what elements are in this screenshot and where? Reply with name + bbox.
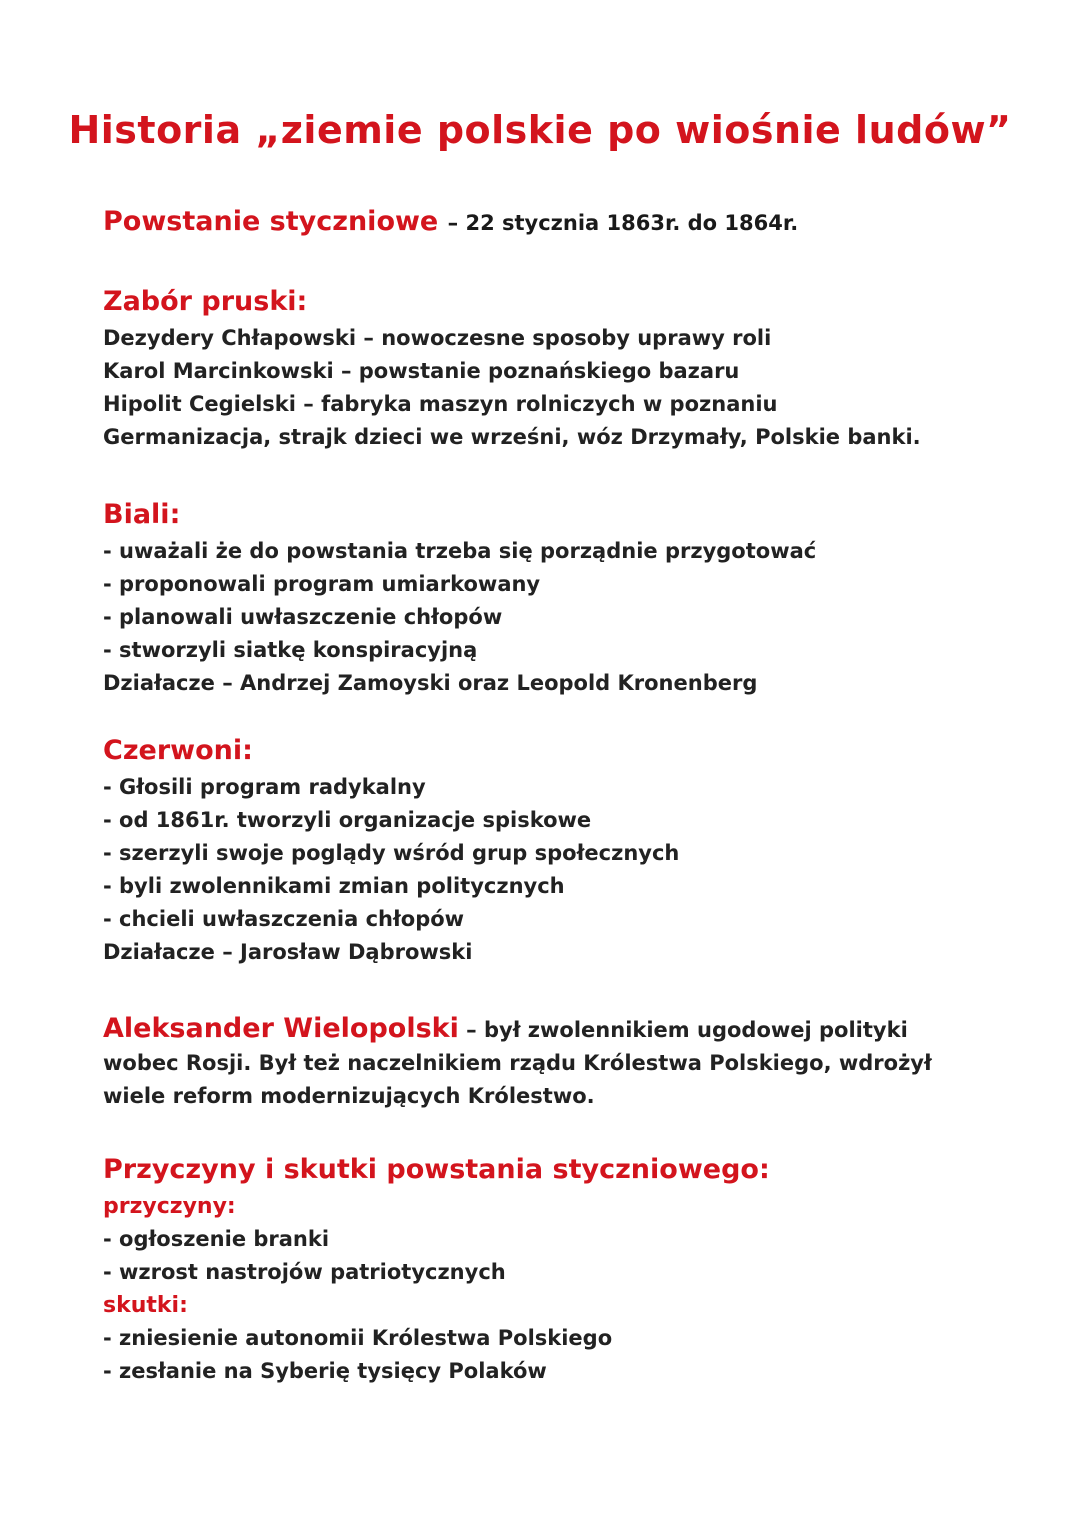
list-item: - zesłanie na Syberię tysięcy Polaków [103, 1359, 547, 1383]
czerwoni-heading: Czerwoni: [103, 735, 253, 766]
powstanie-heading: Powstanie styczniowe [103, 206, 439, 237]
list-item: - chcieli uwłaszczenia chłopów [103, 907, 465, 931]
list-item: - proponowali program umiarkowany [103, 572, 541, 596]
section-powstanie [103, 202, 1003, 243]
effects-label: skutki: [103, 1293, 188, 1318]
page-title: Historia „ziemie polskie po wiośnie ludów” [68, 108, 1012, 152]
list-item: - Głosili program radykalny [103, 775, 426, 799]
list-item: - ogłoszenie branki [103, 1227, 330, 1251]
biali-heading: Biali: [103, 499, 181, 530]
list-item: - uważali że do powstania trzeba się porządnie przygotować [103, 539, 817, 563]
list-item: - wzrost nastrojów patriotycznych [103, 1260, 506, 1284]
list-item: Działacze – Jarosław Dąbrowski [103, 940, 473, 964]
section-zabor-pruski [103, 282, 1003, 454]
list-item: - stworzyli siatkę konspiracyjną [103, 638, 478, 662]
causes-label: przyczyny: [103, 1194, 236, 1219]
list-item: Germanizacja, strajk dzieci we wrześni, wóz Drzymały, Polskie banki. [103, 425, 921, 449]
section-czerwoni [103, 731, 1003, 969]
list-item: - planowali uwłaszczenie chłopów [103, 605, 503, 629]
list-item: - byli zwolennikami zmian politycznych [103, 874, 565, 898]
section-przyczyny-skutki [103, 1150, 1003, 1388]
wielopolski-name: Aleksander Wielopolski [103, 1013, 459, 1044]
list-item: Dezydery Chłapowski – nowoczesne sposoby uprawy roli [103, 326, 772, 350]
przyczyny-heading: Przyczyny i skutki powstania styczniowego: [103, 1154, 770, 1185]
section-wielopolski [103, 1012, 1003, 1113]
list-item: Hipolit Cegielski – fabryka maszyn rolniczych w poznaniu [103, 392, 778, 416]
powstanie-date: – 22 stycznia 1863r. do 1864r. [447, 211, 799, 235]
list-item: - od 1861r. tworzyli organizacje spiskowe [103, 808, 592, 832]
zabor-heading: Zabór pruski: [103, 286, 308, 317]
list-item: Karol Marcinkowski – powstanie poznańskiego bazaru [103, 359, 740, 383]
wielopolski-text: – był zwolennikiem ugodowej polityki wobec Rosji. Był też naczelnikiem rządu Królestwa Polskiego, wdrożył wiele reform modernizujących Królestwo. [103, 1018, 932, 1108]
list-item: - zniesienie autonomii Królestwa Polskiego [103, 1326, 613, 1350]
list-item: - szerzyli swoje poglądy wśród grup społecznych [103, 841, 680, 865]
section-biali [103, 495, 1003, 700]
list-item: Działacze – Andrzej Zamoyski oraz Leopold Kronenberg [103, 671, 758, 695]
